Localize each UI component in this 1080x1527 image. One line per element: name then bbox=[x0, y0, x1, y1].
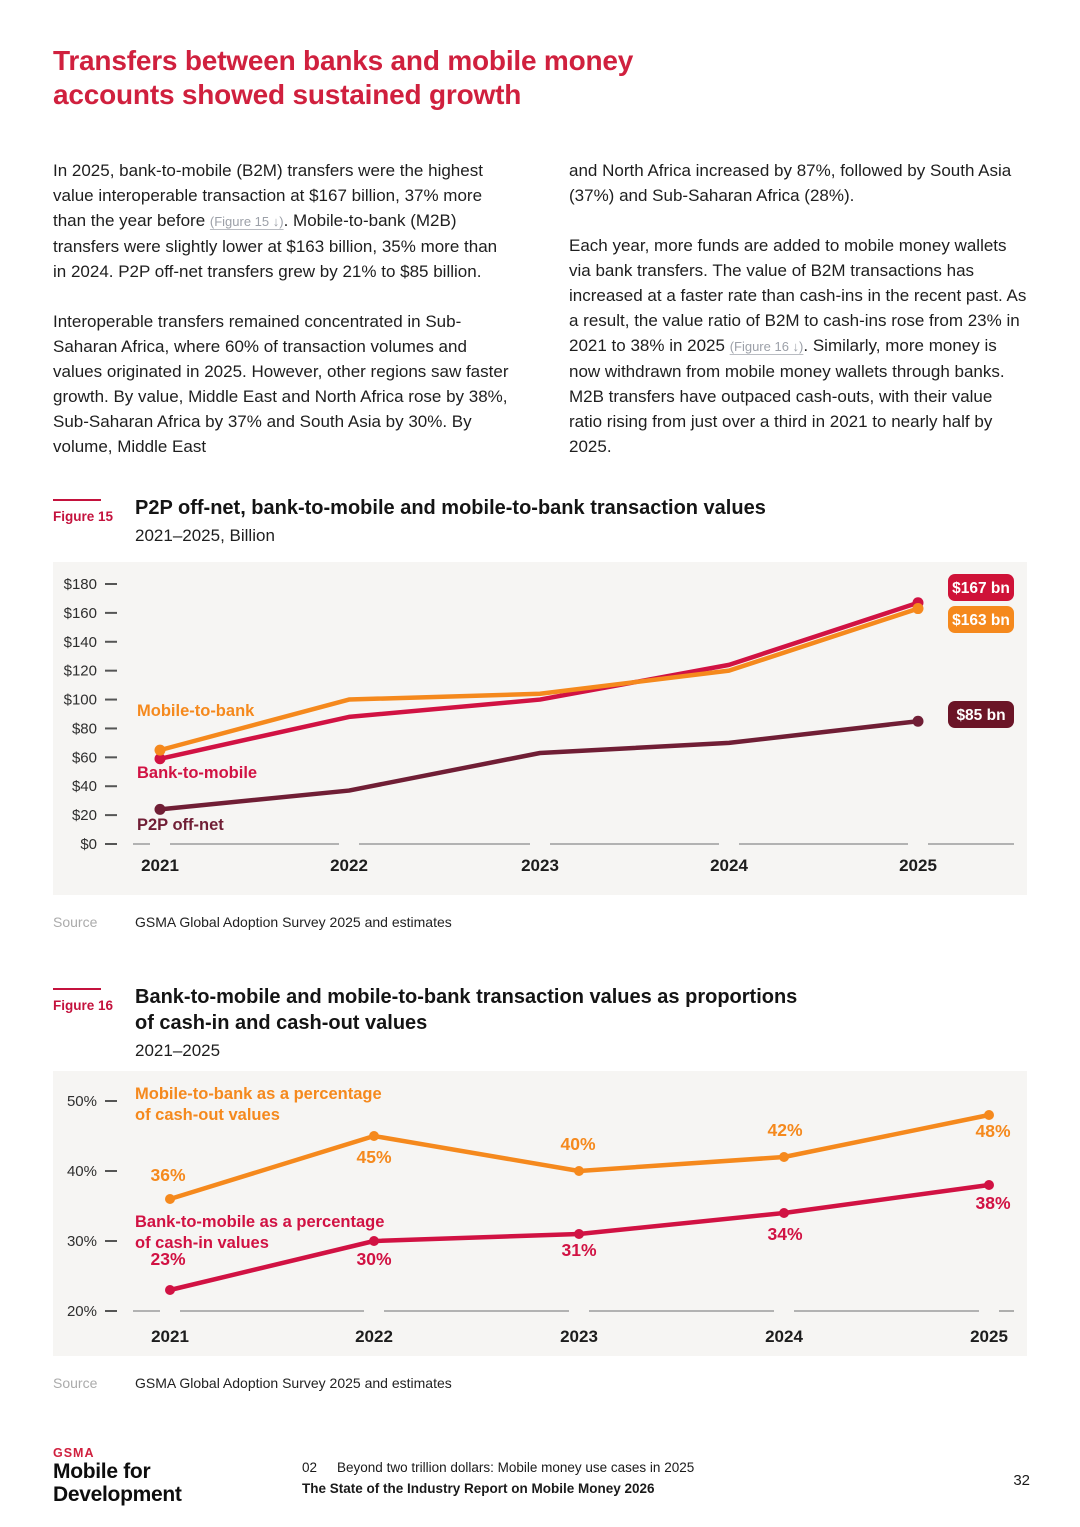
data-point-label: 31% bbox=[561, 1240, 597, 1260]
paragraph: and North Africa increased by 87%, followed by South Asia (37%) and Sub-Saharan Africa (28%). bbox=[569, 161, 1012, 205]
gsma-logo bbox=[53, 1446, 302, 1506]
data-point bbox=[913, 716, 924, 727]
y-axis-tick-label: $140 bbox=[63, 633, 97, 651]
paragraph: Interoperable transfers remained concentrated in Sub-Saharan Africa, where 60% of transaction volumes and values originated in 2025. However, other regions saw faster growth. By value, Middle East and North Africa rose by 38%, Sub-Saharan Africa by 37% and South Asia by 30%. By volume, Middle East bbox=[53, 312, 509, 456]
x-axis-tick-label: 2022 bbox=[355, 1327, 393, 1346]
x-axis-tick-label: 2024 bbox=[765, 1327, 803, 1346]
series-label: of cash-out values bbox=[135, 1106, 280, 1124]
figure16-title-line1: Bank-to-mobile and mobile-to-bank transaction values as proportions bbox=[135, 986, 798, 1008]
data-point bbox=[913, 603, 924, 614]
body-column-right bbox=[569, 158, 1027, 459]
y-axis-tick-label: $20 bbox=[71, 807, 97, 825]
y-axis-tick-label: $160 bbox=[63, 604, 97, 622]
figure15-titles bbox=[135, 495, 766, 548]
series-line bbox=[160, 609, 918, 751]
paragraph bbox=[569, 233, 1027, 459]
figure15-chart-panel bbox=[53, 562, 1027, 895]
value-badge-label: $85 bn bbox=[956, 707, 1006, 724]
figure15-chart bbox=[53, 562, 1027, 895]
figure16-chart-panel bbox=[53, 1071, 1027, 1356]
chapter-number: 02 bbox=[302, 1460, 318, 1475]
figure15-label: Figure 15 bbox=[53, 509, 114, 524]
value-badge-label: $163 bn bbox=[952, 612, 1010, 629]
data-point bbox=[574, 1229, 584, 1239]
data-point bbox=[165, 1285, 175, 1295]
data-point bbox=[779, 1208, 789, 1218]
figure15-reference-link[interactable]: (Figure 15 ↓) bbox=[209, 214, 284, 229]
figure16-header bbox=[53, 984, 1027, 1063]
chapter-line bbox=[302, 1460, 1013, 1475]
gsma-wordmark: GSMA bbox=[53, 1446, 95, 1460]
figure16-title-line2: of cash-in and cash-out values bbox=[135, 1012, 428, 1034]
figure15-tag bbox=[53, 495, 135, 548]
y-axis-tick-label: $0 bbox=[80, 836, 97, 853]
x-axis-tick-label: 2023 bbox=[521, 856, 559, 875]
x-axis-tick-label: 2021 bbox=[151, 1327, 189, 1346]
data-point-label: 36% bbox=[150, 1165, 186, 1185]
y-axis-tick-label: $80 bbox=[71, 720, 97, 738]
figure16-source-row bbox=[53, 1373, 1027, 1393]
page-title-line1: Transfers between banks and mobile money bbox=[53, 45, 634, 76]
x-axis-tick-label: 2021 bbox=[141, 856, 179, 875]
data-point bbox=[155, 745, 166, 756]
y-axis-tick-label: 50% bbox=[66, 1093, 97, 1110]
series-label: Mobile-to-bank bbox=[137, 702, 255, 720]
figure-rule bbox=[53, 499, 101, 501]
figure16-reference-link[interactable]: (Figure 16 ↓) bbox=[729, 339, 804, 354]
data-point-label: 42% bbox=[767, 1120, 803, 1140]
source-label: Source bbox=[53, 914, 98, 930]
body-column-left bbox=[53, 158, 511, 459]
figure16-chart bbox=[53, 1071, 1027, 1356]
series-label: Bank-to-mobile as a percentage bbox=[135, 1213, 385, 1231]
figure16-label: Figure 16 bbox=[53, 998, 114, 1013]
data-point bbox=[369, 1131, 379, 1141]
chapter-title: Beyond two trillion dollars: Mobile money use cases in 2025 bbox=[337, 1460, 695, 1475]
series-label: Mobile-to-bank as a percentage bbox=[135, 1085, 382, 1103]
x-axis-tick-label: 2025 bbox=[899, 856, 937, 875]
data-point-label: 30% bbox=[356, 1249, 392, 1269]
data-point bbox=[984, 1180, 994, 1190]
x-axis-tick-label: 2025 bbox=[970, 1327, 1008, 1346]
value-badge-label: $167 bn bbox=[952, 580, 1010, 597]
page-number: 32 bbox=[1013, 1472, 1030, 1489]
x-axis-tick-label: 2024 bbox=[710, 856, 748, 875]
footer-center bbox=[302, 1446, 1013, 1496]
data-point-label: 45% bbox=[356, 1147, 392, 1167]
data-point bbox=[574, 1166, 584, 1176]
data-point bbox=[779, 1152, 789, 1162]
page-title bbox=[53, 44, 1027, 112]
y-axis-tick-label: 20% bbox=[66, 1303, 97, 1320]
figure15-title: P2P off-net, bank-to-mobile and mobile-to-bank transaction values bbox=[135, 497, 766, 519]
y-axis-tick-label: $120 bbox=[63, 662, 97, 680]
figure15-header bbox=[53, 495, 1027, 548]
y-axis-tick-label: $180 bbox=[63, 576, 97, 593]
page-title-line2: accounts showed sustained growth bbox=[53, 79, 522, 110]
data-point bbox=[165, 1194, 175, 1204]
logo-line2: Development bbox=[53, 1483, 182, 1506]
y-axis-tick-label: $100 bbox=[63, 691, 97, 709]
data-point bbox=[155, 804, 166, 815]
logo-line1: Mobile for bbox=[53, 1460, 151, 1483]
page-footer bbox=[53, 1446, 1030, 1506]
figure16-titles bbox=[135, 984, 797, 1063]
data-point-label: 38% bbox=[975, 1193, 1011, 1213]
paragraph-text: . Mobile-to-bank (M2B) transfers were slightly lower at $163 billion, 35% more than in 2024. P2P off-net transfers grew by 21% to $85 billion. bbox=[53, 211, 498, 281]
series-label: P2P off-net bbox=[137, 816, 224, 834]
figure15-subtitle: 2021–2025, Billion bbox=[135, 526, 275, 545]
paragraph-text: In 2025, bank-to-mobile (B2M) transfers were the highest value interoperable transaction at $167 billion, 37% more than the year before bbox=[53, 161, 483, 230]
source-text: GSMA Global Adoption Survey 2025 and estimates bbox=[135, 914, 452, 930]
figure-rule bbox=[53, 988, 101, 990]
source-text: GSMA Global Adoption Survey 2025 and estimates bbox=[135, 1375, 452, 1391]
figure16-tag bbox=[53, 984, 135, 1063]
y-axis-tick-label: 40% bbox=[66, 1163, 97, 1180]
data-point bbox=[369, 1236, 379, 1246]
x-axis-tick-label: 2022 bbox=[330, 856, 368, 875]
data-point bbox=[984, 1110, 994, 1120]
series-line bbox=[170, 1115, 989, 1199]
series-label: of cash-in values bbox=[135, 1234, 269, 1252]
paragraph-text: Each year, more funds are added to mobile money wallets via bank transfers. The value of B2M transactions has increased at a faster rate than cash-ins in the recent past. As a result, the value ratio of B2M to cash-ins rose from 23% in 2021 to 38% in 2025 bbox=[569, 236, 1027, 355]
figure15-source-row bbox=[53, 912, 1027, 932]
y-axis-tick-label: 30% bbox=[66, 1233, 97, 1250]
body-columns bbox=[53, 158, 1027, 459]
figure16-subtitle: 2021–2025 bbox=[135, 1041, 221, 1060]
x-axis-tick-label: 2023 bbox=[560, 1327, 598, 1346]
y-axis-tick-label: $40 bbox=[71, 778, 97, 796]
report-title: The State of the Industry Report on Mobile Money 2026 bbox=[302, 1481, 655, 1496]
data-point-label: 23% bbox=[150, 1249, 186, 1269]
paragraph-text: . Similarly, more money is now withdrawn from mobile money wallets through banks. M2B transfers have outpaced cash-outs, with their value ratio rising from just over a third in 2021 to nearly half by 2025. bbox=[569, 336, 1005, 456]
data-point-label: 48% bbox=[975, 1121, 1011, 1141]
paragraph bbox=[53, 158, 511, 284]
data-point-label: 34% bbox=[767, 1224, 803, 1244]
data-point-label: 40% bbox=[560, 1134, 596, 1154]
series-label: Bank-to-mobile bbox=[137, 764, 258, 782]
y-axis-tick-label: $60 bbox=[71, 749, 97, 767]
source-label: Source bbox=[53, 1375, 98, 1391]
